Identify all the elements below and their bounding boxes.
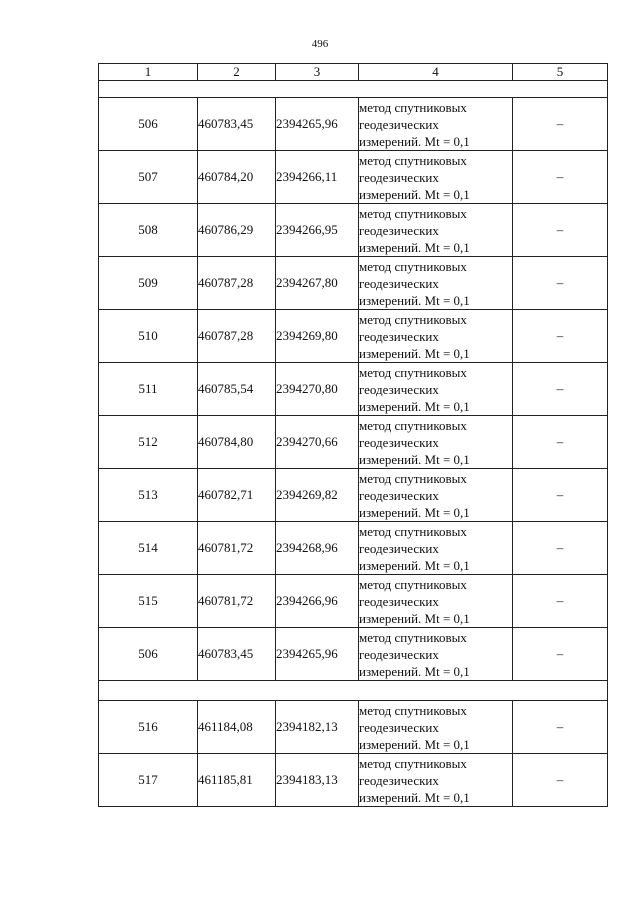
method-line-2: геодезических <box>359 540 439 556</box>
point-number: 513 <box>99 469 198 522</box>
measurement-method <box>359 575 513 628</box>
x-coordinate: 461185,81 <box>198 754 276 807</box>
table-row <box>99 469 608 522</box>
table-row <box>99 416 608 469</box>
y-coordinate: 2394267,80 <box>276 257 359 310</box>
x-coordinate: 460781,72 <box>198 522 276 575</box>
coordinates-table <box>98 63 608 807</box>
header-row <box>99 64 608 81</box>
point-number: 515 <box>99 575 198 628</box>
method-line-3: измерений. Mt = 0,1 <box>359 557 470 573</box>
method-line-3: измерений. Mt = 0,1 <box>359 345 470 361</box>
method-line-2: геодезических <box>359 169 439 185</box>
note-dash: – <box>513 416 608 469</box>
method-line-2: геодезических <box>359 222 439 238</box>
note-dash: – <box>513 701 608 754</box>
group-separator-cell <box>99 81 608 98</box>
y-coordinate: 2394270,80 <box>276 363 359 416</box>
note-dash: – <box>513 575 608 628</box>
method-line-1: метод спутниковых <box>359 470 467 486</box>
y-coordinate: 2394266,11 <box>276 151 359 204</box>
method-line-1: метод спутниковых <box>359 629 467 645</box>
method-line-3: измерений. Mt = 0,1 <box>359 239 470 255</box>
column-header-4: 4 <box>359 64 513 81</box>
method-line-2: геодезических <box>359 116 439 132</box>
x-coordinate: 460787,28 <box>198 257 276 310</box>
point-number: 507 <box>99 151 198 204</box>
measurement-method <box>359 98 513 151</box>
table-row <box>99 575 608 628</box>
note-dash: – <box>513 754 608 807</box>
y-coordinate: 2394265,96 <box>276 628 359 681</box>
table-row <box>99 98 608 151</box>
y-coordinate: 2394182,13 <box>276 701 359 754</box>
method-line-3: измерений. Mt = 0,1 <box>359 610 470 626</box>
point-number: 516 <box>99 701 198 754</box>
note-dash: – <box>513 310 608 363</box>
method-line-3: измерений. Mt = 0,1 <box>359 292 470 308</box>
table-row <box>99 204 608 257</box>
method-line-1: метод спутниковых <box>359 523 467 539</box>
y-coordinate: 2394268,96 <box>276 522 359 575</box>
table-row <box>99 701 608 754</box>
y-coordinate: 2394266,96 <box>276 575 359 628</box>
note-dash: – <box>513 204 608 257</box>
table-row <box>99 151 608 204</box>
method-line-2: геодезических <box>359 434 439 450</box>
method-line-1: метод спутниковых <box>359 258 467 274</box>
measurement-method <box>359 522 513 575</box>
method-line-2: геодезических <box>359 328 439 344</box>
method-line-2: геодезических <box>359 646 439 662</box>
method-line-2: геодезических <box>359 593 439 609</box>
point-number: 509 <box>99 257 198 310</box>
x-coordinate: 460787,28 <box>198 310 276 363</box>
note-dash: – <box>513 469 608 522</box>
group-separator-cell <box>99 681 608 701</box>
measurement-method <box>359 469 513 522</box>
method-line-3: измерений. Mt = 0,1 <box>359 504 470 520</box>
measurement-method <box>359 257 513 310</box>
column-header-3: 3 <box>276 64 359 81</box>
measurement-method <box>359 151 513 204</box>
method-line-3: измерений. Mt = 0,1 <box>359 451 470 467</box>
method-line-1: метод спутниковых <box>359 702 467 718</box>
method-line-2: геодезических <box>359 719 439 735</box>
measurement-method <box>359 628 513 681</box>
table-row <box>99 363 608 416</box>
point-number: 514 <box>99 522 198 575</box>
point-number: 506 <box>99 98 198 151</box>
method-line-1: метод спутниковых <box>359 755 467 771</box>
y-coordinate: 2394269,82 <box>276 469 359 522</box>
column-header-2: 2 <box>198 64 276 81</box>
point-number: 517 <box>99 754 198 807</box>
x-coordinate: 460786,29 <box>198 204 276 257</box>
point-number: 506 <box>99 628 198 681</box>
method-line-1: метод спутниковых <box>359 576 467 592</box>
page-number: 496 <box>311 38 329 50</box>
x-coordinate: 460782,71 <box>198 469 276 522</box>
method-line-3: измерений. Mt = 0,1 <box>359 186 470 202</box>
method-line-1: метод спутниковых <box>359 152 467 168</box>
method-line-2: геодезических <box>359 487 439 503</box>
note-dash: – <box>513 151 608 204</box>
y-coordinate: 2394266,95 <box>276 204 359 257</box>
table-row <box>99 754 608 807</box>
method-line-3: измерений. Mt = 0,1 <box>359 663 470 679</box>
method-line-3: измерений. Mt = 0,1 <box>359 789 470 805</box>
method-line-3: измерений. Mt = 0,1 <box>359 133 470 149</box>
method-line-2: геодезических <box>359 381 439 397</box>
measurement-method <box>359 701 513 754</box>
measurement-method <box>359 310 513 363</box>
table-body <box>99 81 608 807</box>
x-coordinate: 460784,20 <box>198 151 276 204</box>
point-number: 510 <box>99 310 198 363</box>
point-number: 511 <box>99 363 198 416</box>
note-dash: – <box>513 98 608 151</box>
note-dash: – <box>513 257 608 310</box>
x-coordinate: 460781,72 <box>198 575 276 628</box>
group-separator-row <box>99 81 608 98</box>
method-line-1: метод спутниковых <box>359 417 467 433</box>
x-coordinate: 460783,45 <box>198 98 276 151</box>
y-coordinate: 2394183,13 <box>276 754 359 807</box>
table-row <box>99 257 608 310</box>
measurement-method <box>359 416 513 469</box>
y-coordinate: 2394269,80 <box>276 310 359 363</box>
note-dash: – <box>513 628 608 681</box>
group-separator-row <box>99 681 608 701</box>
method-line-1: метод спутниковых <box>359 311 467 327</box>
table-row <box>99 310 608 363</box>
table-row <box>99 522 608 575</box>
table-row <box>99 628 608 681</box>
x-coordinate: 460785,54 <box>198 363 276 416</box>
point-number: 508 <box>99 204 198 257</box>
column-header-5: 5 <box>513 64 608 81</box>
measurement-method <box>359 204 513 257</box>
x-coordinate: 460783,45 <box>198 628 276 681</box>
y-coordinate: 2394265,96 <box>276 98 359 151</box>
method-line-1: метод спутниковых <box>359 364 467 380</box>
note-dash: – <box>513 363 608 416</box>
y-coordinate: 2394270,66 <box>276 416 359 469</box>
method-line-3: измерений. Mt = 0,1 <box>359 736 470 752</box>
x-coordinate: 460784,80 <box>198 416 276 469</box>
x-coordinate: 461184,08 <box>198 701 276 754</box>
method-line-1: метод спутниковых <box>359 99 467 115</box>
method-line-1: метод спутниковых <box>359 205 467 221</box>
measurement-method <box>359 754 513 807</box>
method-line-2: геодезических <box>359 275 439 291</box>
point-number: 512 <box>99 416 198 469</box>
method-line-2: геодезических <box>359 772 439 788</box>
measurement-method <box>359 363 513 416</box>
method-line-3: измерений. Mt = 0,1 <box>359 398 470 414</box>
note-dash: – <box>513 522 608 575</box>
column-header-1: 1 <box>99 64 198 81</box>
